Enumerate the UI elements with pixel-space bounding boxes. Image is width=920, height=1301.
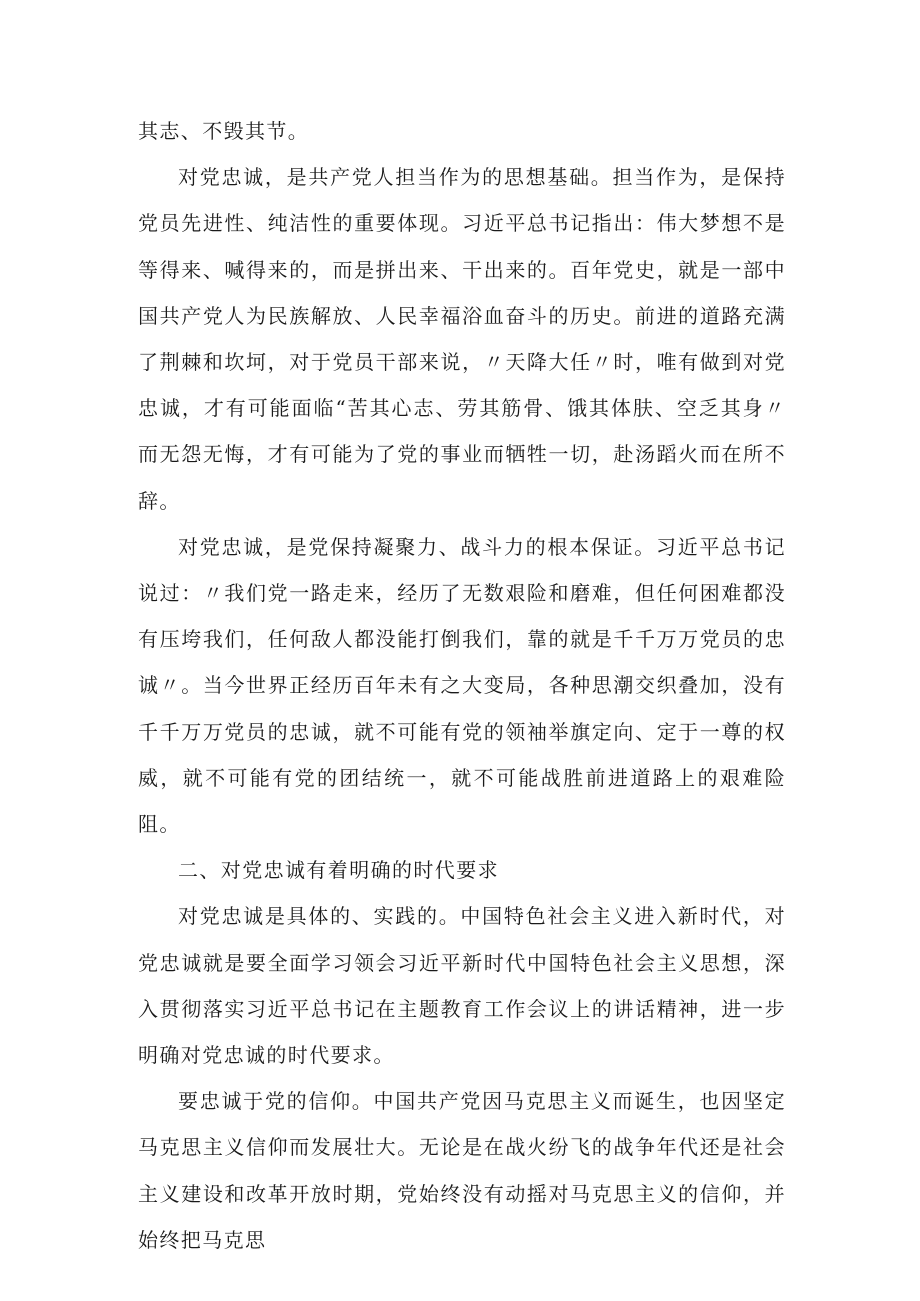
paragraph-loyalty-guarantee: 对党忠诚，是党保持凝聚力、战斗力的根本保证。习近平总书记说过：〃我们党一路走来，经历了无数艰险和磨难，但任何困难都没有压垮我们，任何敌人都没能打倒我们，靠的就是千千万万党员的忠诚〃。当今世界正经历百年未有之大变局，各种思潮交织叠加，没有千千万万党员的忠诚，就不可能有党的领袖举旗定向、定于一尊的权威，就不可能有党的团结统一，就不可能战胜前进道路上的艰难险阻。: [138, 534, 786, 837]
paragraph-continuation: 其志、不毁其节。: [138, 119, 310, 143]
paragraph-era-requirements: 对党忠诚是具体的、实践的。中国特色社会主义进入新时代，对党忠诚就是要全面学习领会习近平新时代中国特色社会主义思想，深入贯彻落实习近平总书记在主题教育工作会议上的讲话精神，进一步明确对党忠诚的时代要求。: [138, 904, 786, 1068]
paragraph-loyalty-foundation: 对党忠诚，是共产党人担当作为的思想基础。担当作为，是保持党员先进性、纯洁性的重要体现。习近平总书记指出：伟大梦想不是等得来、喊得来的，而是拼出来、干出来的。百年党史，就是一部中国共产党人为民族解放、人民幸福浴血奋斗的历史。前进的道路充满了荆棘和坎坷，对于党员干部来说，〃天降大任〃时，唯有做到对党忠诚，才有可能面临“苦其心志、劳其筋骨、饿其体肤、空乏其身〃而无怨无悔，才有可能为了党的事业而牺牲一切，赴汤蹈火而在所不辞。: [138, 165, 786, 513]
paragraph-faith: 要忠诚于党的信仰。中国共产党因马克思主义而诞生，也因坚定马克思主义信仰而发展壮大。无论是在战火纷飞的战争年代还是社会主义建设和改革开放时期，党始终没有动摇对马克思主义的信仰，并始终把马克思: [138, 1089, 786, 1252]
document-body: [138, 108, 786, 1263]
section-heading: 二、对党忠诚有着明确的时代要求: [178, 858, 499, 883]
